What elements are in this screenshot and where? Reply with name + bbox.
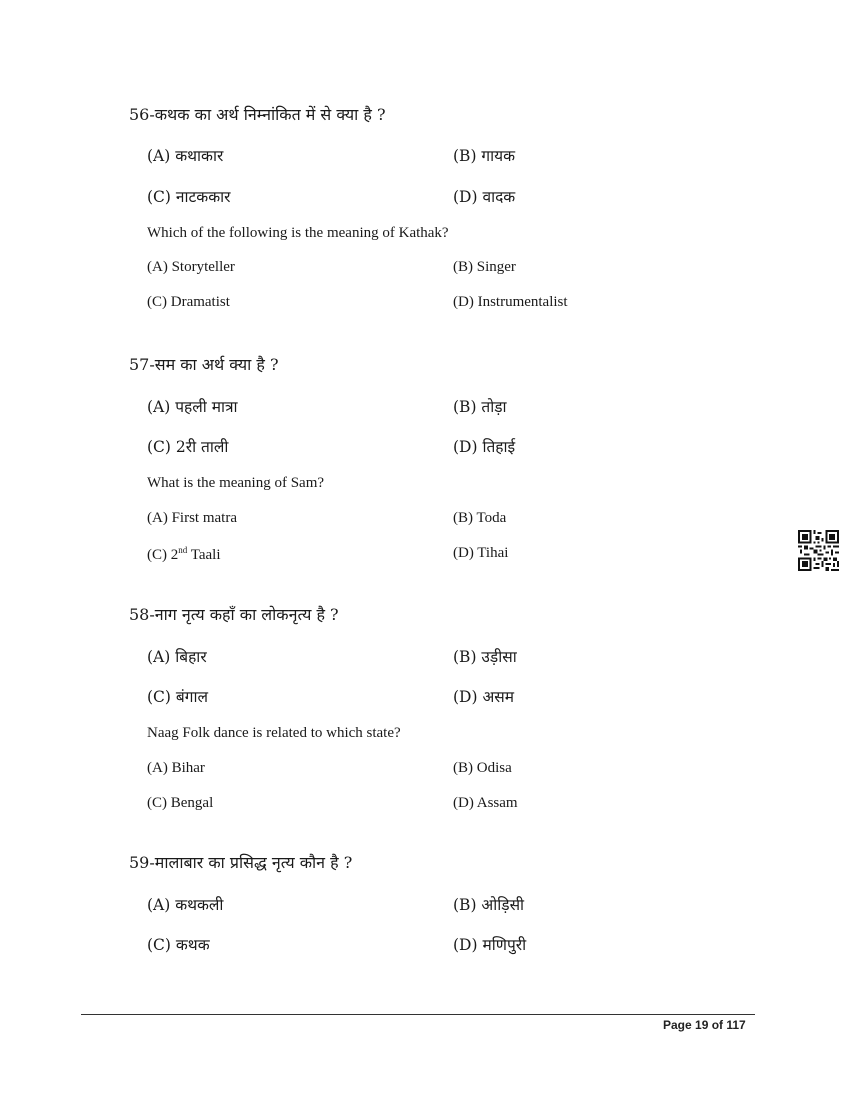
option-a-hindi: (A) बिहार bbox=[147, 648, 207, 666]
option-d-hindi: (D) तिहाई bbox=[453, 438, 516, 456]
option-b-hindi: (B) उड़ीसा bbox=[453, 648, 517, 666]
option-a-hindi: (A) पहली मात्रा bbox=[147, 398, 238, 416]
option-d-english: (D) Instrumentalist bbox=[453, 294, 568, 310]
option-b-english: (B) Singer bbox=[453, 259, 516, 275]
question-hindi-text: 56-कथक का अर्थ निम्नांकित में से क्या है ? bbox=[129, 105, 386, 124]
option-b-english: (B) Toda bbox=[453, 510, 507, 526]
question-english-text: Which of the following is the meaning of Kathak? bbox=[147, 225, 449, 241]
question-hindi-text: 58-नाग नृत्य कहाँ का लोकनृत्य है ? bbox=[129, 605, 339, 624]
option-c-english bbox=[147, 545, 221, 564]
option-c-english: (C) Dramatist bbox=[147, 294, 230, 310]
qr-code-icon bbox=[798, 530, 839, 571]
question-english-text: What is the meaning of Sam? bbox=[147, 475, 325, 491]
option-c-english-prefix: (C) 2 bbox=[147, 547, 179, 563]
option-b-hindi: (B) गायक bbox=[453, 147, 516, 165]
option-c-english-rest: Taali bbox=[187, 547, 221, 563]
option-d-hindi: (D) वादक bbox=[453, 188, 516, 206]
option-c-hindi: (C) नाटककार bbox=[147, 188, 231, 206]
option-a-english: (A) Bihar bbox=[147, 760, 205, 776]
option-a-english: (A) Storyteller bbox=[147, 259, 235, 275]
option-a-hindi: (A) कथकली bbox=[147, 896, 224, 914]
option-c-hindi: (C) बंगाल bbox=[147, 688, 208, 706]
option-c-hindi: (C) 2री ताली bbox=[147, 438, 229, 456]
page-number: Page 19 of 117 bbox=[663, 1018, 746, 1032]
option-a-english: (A) First matra bbox=[147, 510, 237, 526]
option-b-english: (B) Odisa bbox=[453, 760, 512, 776]
option-b-hindi: (B) तोड़ा bbox=[453, 398, 507, 416]
option-d-english: (D) Assam bbox=[453, 795, 518, 811]
option-c-english-superscript: nd bbox=[178, 545, 188, 555]
option-a-hindi: (A) कथाकार bbox=[147, 147, 224, 165]
option-d-hindi: (D) मणिपुरी bbox=[453, 936, 527, 954]
option-b-hindi: (B) ओड़िसी bbox=[453, 896, 525, 914]
option-c-hindi: (C) कथक bbox=[147, 936, 210, 954]
option-d-english: (D) Tihai bbox=[453, 545, 509, 561]
option-c-english: (C) Bengal bbox=[147, 795, 214, 811]
option-d-hindi: (D) असम bbox=[453, 688, 515, 706]
question-hindi-text: 57-सम का अर्थ क्या है ? bbox=[129, 355, 279, 374]
footer-divider bbox=[81, 1014, 755, 1015]
question-english-text: Naag Folk dance is related to which state? bbox=[147, 725, 401, 741]
question-hindi-text: 59-मालाबार का प्रसिद्ध नृत्य कौन है ? bbox=[129, 853, 353, 872]
